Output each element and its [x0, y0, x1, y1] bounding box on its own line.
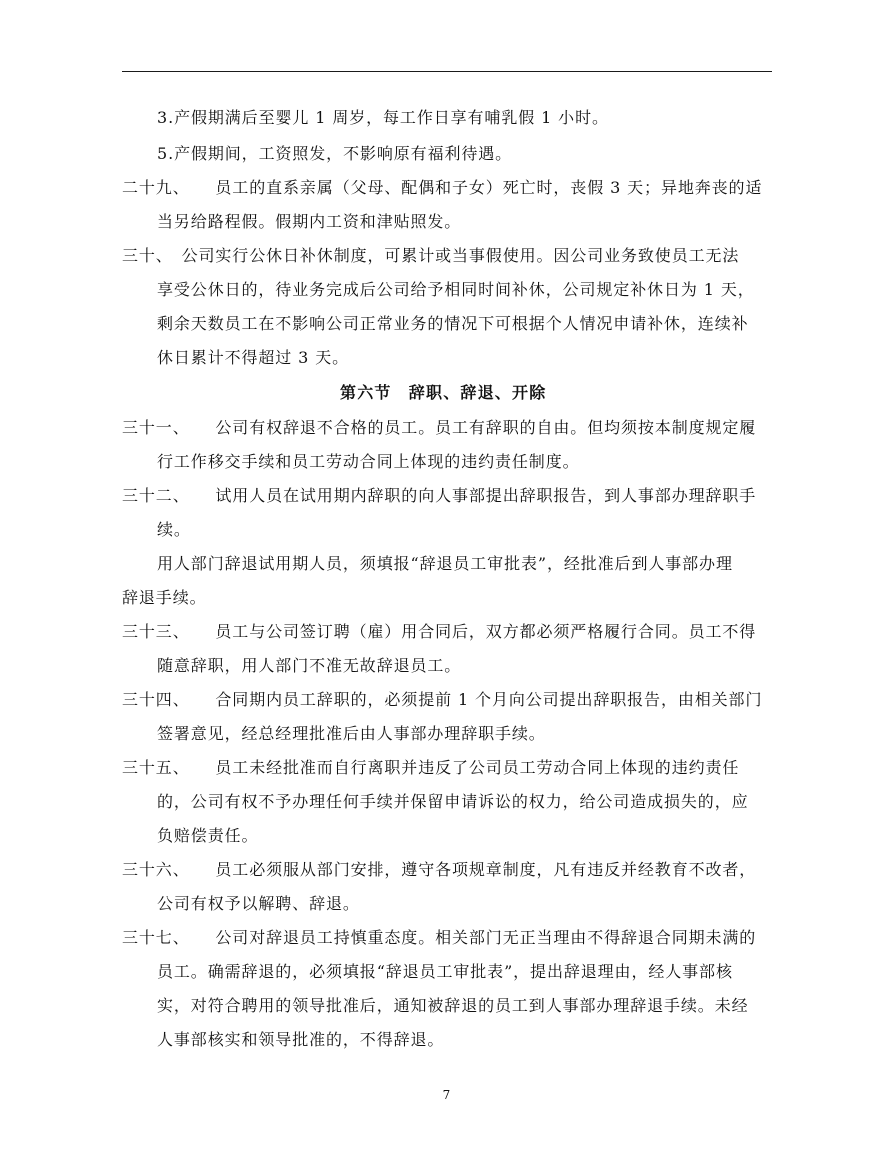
- text-line: 用人部门辞退试用期人员，须填报“辞退员工审批表”，经批准后到人事部办理: [157, 554, 733, 573]
- text-line: 5.产假期间，工资照发，不影响原有福利待遇。: [157, 144, 513, 163]
- text-line: 辞退手续。: [122, 588, 207, 607]
- text-line: 人事部核实和领导批准的，不得辞退。: [157, 1030, 445, 1049]
- section-heading: 第六节 辞职、辞退、开除: [340, 383, 547, 402]
- text-line: 三十三、 员工与公司签订聘（雇）用合同后，双方都必须严格履行合同。员工不得: [122, 622, 757, 641]
- text-line: 剩余天数员工在不影响公司正常业务的情况下可根据个人情况申请补休，连续补: [157, 314, 749, 333]
- text-line: 3.产假期满后至婴儿 1 周岁，每工作日享有哺乳假 1 小时。: [157, 108, 609, 127]
- text-line: 三十、 公司实行公休日补休制度，可累计或当事假使用。因公司业务致使员工无法: [122, 246, 740, 265]
- text-line: 三十二、 试用人员在试用期内辞职的向人事部提出辞职报告，到人事部办理辞职手: [122, 486, 757, 505]
- header-rule: [122, 71, 772, 72]
- text-line: 负赔偿责任。: [157, 826, 259, 845]
- text-line: 公司有权予以解聘、辞退。: [157, 894, 360, 913]
- text-line: 享受公休日的，待业务完成后公司给予相同时间补休，公司规定补休日为 1 天，: [157, 280, 755, 299]
- text-line: 休日累计不得超过 3 天。: [157, 348, 350, 367]
- text-line: 三十一、 公司有权辞退不合格的员工。员工有辞职的自由。但均须按本制度规定履: [122, 418, 757, 437]
- text-line: 签署意见，经总经理批准后由人事部办理辞职手续。: [157, 724, 546, 743]
- text-line: 当另给路程假。假期内工资和津贴照发。: [157, 212, 462, 231]
- text-line: 随意辞职，用人部门不准无故辞退员工。: [157, 656, 462, 675]
- text-line: 二十九、 员工的直系亲属（父母、配偶和子女）死亡时，丧假 3 天；异地奔丧的适: [122, 178, 763, 197]
- text-line: 的，公司有权不予办理任何手续并保留申请诉讼的权力，给公司造成损失的，应: [157, 792, 749, 811]
- text-line: 实，对符合聘用的领导批准后，通知被辞退的员工到人事部办理辞退手续。未经: [157, 996, 749, 1015]
- page-number: 7: [442, 1088, 451, 1102]
- text-line: 三十四、 合同期内员工辞职的，必须提前 1 个月向公司提出辞职报告，由相关部门: [122, 690, 763, 709]
- text-line: 三十六、 员工必须服从部门安排，遵守各项规章制度，凡有违反并经教育不改者，: [122, 860, 757, 879]
- text-line: 员工。确需辞退的，必须填报“辞退员工审批表”，提出辞退理由，经人事部核: [157, 962, 733, 981]
- text-line: 三十五、 员工未经批准而自行离职并违反了公司员工劳动合同上体现的违约责任: [122, 758, 740, 777]
- text-line: 续。: [157, 520, 191, 539]
- text-line: 行工作移交手续和员工劳动合同上体现的违约责任制度。: [157, 452, 580, 471]
- text-line: 三十七、 公司对辞退员工持慎重态度。相关部门无正当理由不得辞退合同期未满的: [122, 928, 757, 947]
